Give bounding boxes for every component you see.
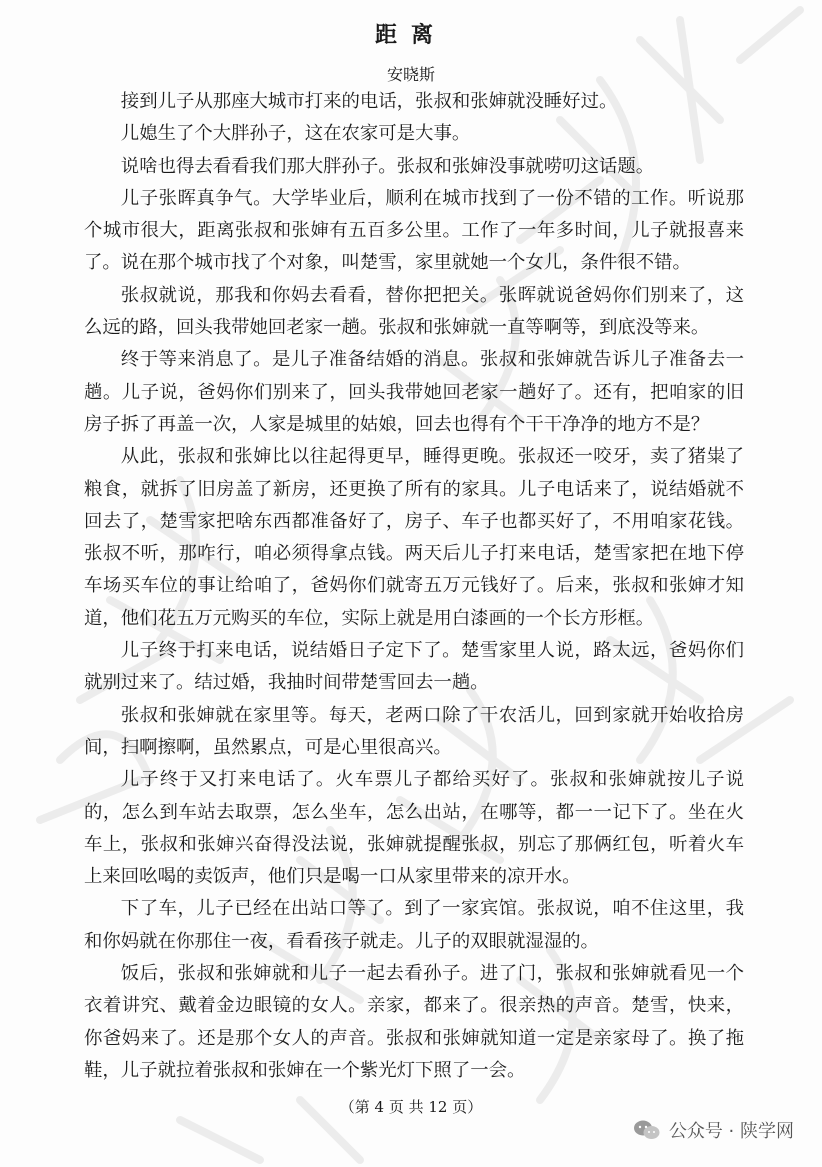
article-author: 安晓斯 xyxy=(386,65,435,84)
page-number: （第 4 页 共 12 页） xyxy=(339,1098,483,1116)
article-body xyxy=(84,86,744,1087)
paragraph: 儿子终于打来电话，说结婚日子定下了。楚雪家里人说，路太远，爸妈你们就别过来了。结过婚，我抽时间带楚雪回去一趟。 xyxy=(84,640,744,694)
source-tag[interactable] xyxy=(633,1117,794,1143)
paragraph: 张叔和张婶就在家里等。每天，老两口除了干农活儿，回到家就开始收拾房间，扫啊擦啊，虽然累点，可是心里很高兴。 xyxy=(84,704,744,758)
paragraph: 下了车，儿子已经在出站口等了。到了一家宾馆。张叔说，咱不住这里，我和你妈就在你那住一夜，看看孩子就走。儿子的双眼就湿湿的。 xyxy=(84,898,744,952)
paragraph: 说啥也得去看看我们那大胖孙子。张叔和张婶没事就唠叨这话题。 xyxy=(120,155,655,177)
paragraph: 儿子张晖真争气。大学毕业后，顺利在城市找到了一份不错的工作。听说那个城市很大，距离张叔和张婶有五百多公里。工作了一年多时间，儿子就报喜来了。说在那个城市找了个对象，叫楚雪，家里就她一个女儿，条件很不错。 xyxy=(84,187,744,274)
paragraph: 从此，张叔和张婶比以往起得更早，睡得更晚。张叔还一咬牙，卖了猪粜了粮食，就拆了旧房盖了新房，还更换了所有的家具。儿子电话来了，说结婚就不回去了，楚雪家把啥东西都准备好了，房子、车子也都买好了，不用咱家花钱。张叔不听，那咋行，咱必须得拿点钱。两天后儿子打来电话，楚雪家把在地下停车场买车位的事让给咱了，爸妈你们就寄五万元钱好了。后来，张叔和张婶才知道，他们花五万元购买的车位，实际上就是用白漆画的一个长方形框。 xyxy=(84,446,744,629)
paragraph: 终于等来消息了。是儿子准备结婚的消息。张叔和张婶就告诉儿子准备去一趟。儿子说，爸妈你们别来了，回头我带她回老家一趟好了。还有，把咱家的旧房子拆了再盖一次，人家是城里的姑娘，回去也得有个干干净净的地方不是？ xyxy=(84,349,744,435)
paragraph: 饭后，张叔和张婶就和儿子一起去看孙子。进了门，张叔和张婶就看见一个衣着讲究、戴着金边眼镜的女人。亲家，都来了。很亲热的声音。楚雪，快来，你爸妈来了。还是那个女人的声音。张叔和张婶就知道一定是亲家母了。换了拖鞋，儿子就拉着张叔和张婶在一个紫光灯下照了一会。 xyxy=(84,963,744,1081)
paragraph: 儿媳生了个大胖孙子，这在农家可是大事。 xyxy=(120,123,471,145)
paragraph: 接到儿子从那座大城市打来的电话，张叔和张婶就没睡好过。 xyxy=(120,91,618,112)
paragraph: 张叔就说，那我和你妈去看看，替你把把关。张晖就说爸妈你们别来了，这么远的路，回头我带她回老家一趟。张叔和张婶就一直等啊等，到底没等来。 xyxy=(84,284,744,339)
paragraph: 儿子终于又打来电话了。火车票儿子都给买好了。张叔和张婶就按儿子说的，怎么到车站去取票，怎么坐车，怎么出站，在哪等，都一一记下了。坐在火车上，张叔和张婶兴奋得没法说，张婶就提醒张叔，别忘了那俩红包，听着火车上来回吆喝的卖饭声，他们只是喝一口从家里带来的凉开水。 xyxy=(84,769,744,888)
article-title: 距离 xyxy=(374,22,447,48)
source-label: 公众号 · 陕学网 xyxy=(668,1121,794,1142)
wechat-icon xyxy=(633,1119,661,1141)
